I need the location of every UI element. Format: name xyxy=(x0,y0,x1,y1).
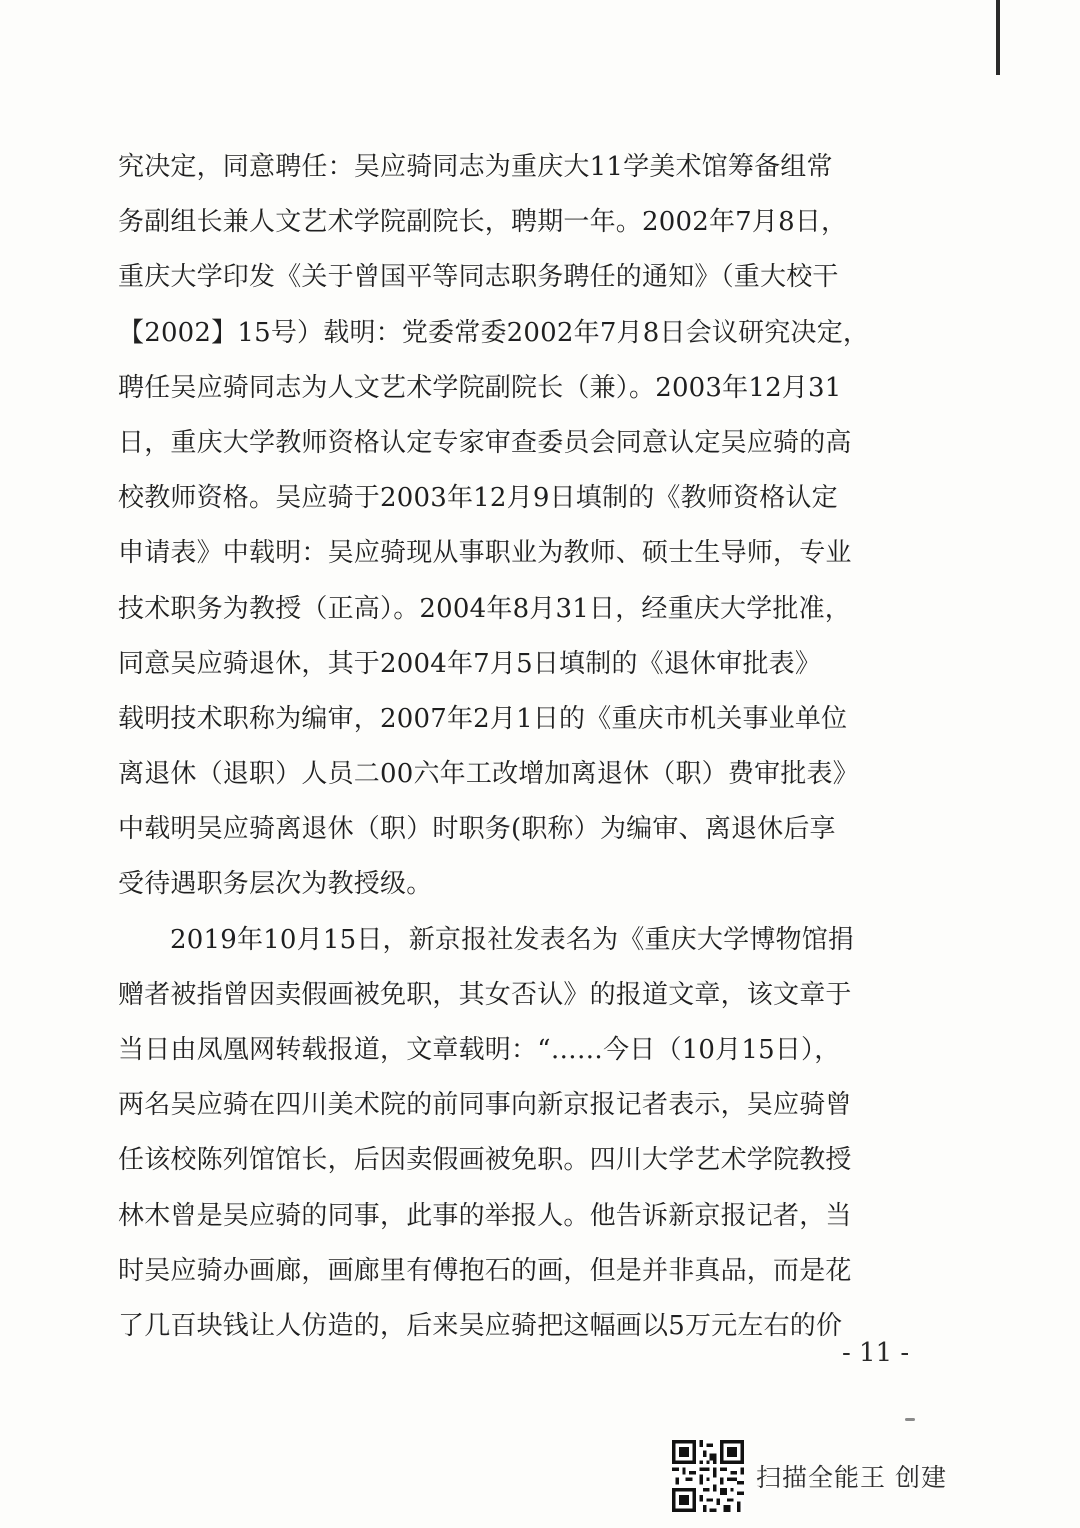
text-line: 赠者被指曾因卖假画被免职，其女否认》的报道文章，该文章于 xyxy=(118,979,852,1010)
scanner-watermark xyxy=(672,1440,947,1512)
text-line: 同意吴应骑退休，其于2004年7月5日填制的《退休审批表》 xyxy=(118,648,822,679)
text-line: 日，重庆大学教师资格认定专家审查委员会同意认定吴应骑的高 xyxy=(118,427,852,458)
text-line: 了几百块钱让人仿造的，后来吴应骑把这幅画以5万元左右的价 xyxy=(118,1310,843,1341)
text-line: 离退休（退职）人员二00六年工改增加离退休（职）费审批表》 xyxy=(118,759,859,790)
page-number: - 11 - xyxy=(842,1338,910,1368)
text-line: 聘任吴应骑同志为人文艺术学院副院长（兼）。2003年12月31 xyxy=(118,372,842,403)
text-line: 究决定，同意聘任：吴应骑同志为重庆大11学美术馆筹备组常 xyxy=(118,152,833,182)
scan-edge-line xyxy=(996,0,1000,75)
watermark-text: 扫描全能王 创建 xyxy=(756,1463,947,1492)
text-line: 技术职务为教授（正高）。2004年8月31日，经重庆大学批准， xyxy=(118,593,851,624)
text-line: 申请表》中载明：吴应骑现从事职业为教师、硕士生导师，专业 xyxy=(118,538,852,569)
text-line: 重庆大学印发《关于曾国平等同志职务聘任的通知》（重大校干 xyxy=(118,262,839,293)
text-line: 任该校陈列馆馆长，后因卖假画被免职。四川大学艺术学院教授 xyxy=(118,1145,852,1176)
paragraph-start-line: 2019年10月15日，新京报社发表名为《重庆大学博物馆捐 xyxy=(170,924,855,955)
text-line: 载明技术职称为编审，2007年2月1日的《重庆市机关事业单位 xyxy=(118,703,848,734)
text-line: 林木曾是吴应骑的同事，此事的举报人。他告诉新京报记者，当 xyxy=(118,1200,852,1231)
qr-code-icon xyxy=(672,1440,744,1512)
text-line: 务副组长兼人文艺术学院副院长，聘期一年。2002年7月8日， xyxy=(118,207,848,238)
text-line: 受待遇职务层次为教授级。 xyxy=(118,869,433,900)
text-line: 校教师资格。吴应骑于2003年12月9日填制的《教师资格认定 xyxy=(118,483,838,514)
scan-speck xyxy=(905,1418,915,1421)
text-line: 【2002】15号）载明：党委常委2002年7月8日会议研究决定， xyxy=(118,317,870,348)
text-line: 中载明吴应骑离退休（职）时职务(职称）为编审、离退休后享 xyxy=(118,814,836,845)
document-body xyxy=(118,140,918,1354)
text-line: 两名吴应骑在四川美术院的前同事向新京报记者表示，吴应骑曾 xyxy=(118,1090,852,1121)
text-line: 时吴应骑办画廊，画廊里有傅抱石的画，但是并非真品，而是花 xyxy=(118,1255,852,1286)
text-line: 当日由凤凰网转载报道，文章载明：“……今日（10月15日）， xyxy=(118,1035,841,1065)
